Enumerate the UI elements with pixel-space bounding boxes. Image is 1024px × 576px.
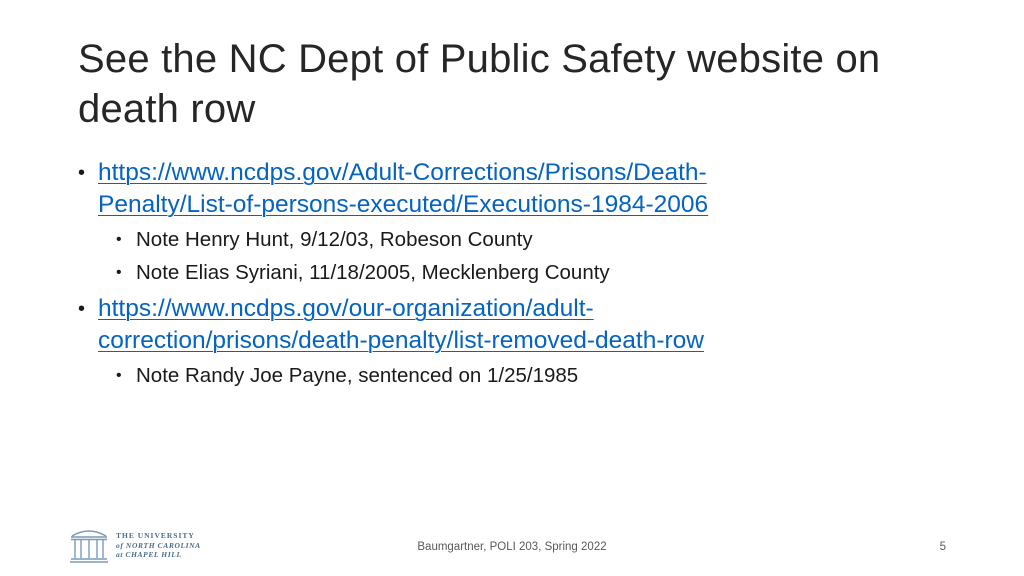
bullet-icon: •	[116, 264, 122, 281]
page-number: 5	[939, 541, 946, 553]
logo-line: THE UNIVERSITY	[116, 531, 195, 540]
executions-list-link[interactable]	[98, 159, 708, 218]
link-line: Penalty/List-of-persons-executed/Executions-1984-2006	[98, 191, 709, 218]
logo-line: of NORTH CAROLINA	[116, 540, 201, 550]
footer-text: Baumgartner, POLI 203, Spring 2022	[417, 541, 607, 553]
bullet-group-removed	[78, 293, 958, 392]
sub-bullet-text: Note Randy Joe Payne, sentenced on 1/25/1985	[136, 364, 579, 387]
slide-title: See the NC Dept of Public Safety website on death row	[78, 37, 881, 131]
sub-bullet-item	[116, 359, 958, 392]
sub-bullet-text: Note Henry Hunt, 9/12/03, Robeson County	[136, 228, 533, 251]
sub-bullet-item	[116, 256, 958, 289]
bullet-icon: •	[78, 162, 86, 184]
bullet-item-removed-link	[78, 293, 958, 357]
bullet-icon: •	[116, 231, 122, 248]
bullet-icon: •	[78, 298, 86, 320]
slide-content	[78, 157, 958, 396]
bullet-item-executions-link	[78, 157, 958, 221]
logo-line: at CHAPEL HILL	[116, 550, 182, 559]
bullet-icon: •	[116, 367, 122, 384]
bullet-group-executions	[78, 157, 958, 289]
link-line: https://www.ncdps.gov/our-organization/adult-	[98, 295, 594, 322]
link-line: correction/prisons/death-penalty/list-removed-death-row	[98, 327, 704, 354]
sub-bullet-item	[116, 223, 958, 256]
removed-list-link[interactable]	[98, 295, 704, 354]
sub-bullet-text: Note Elias Syriani, 11/18/2005, Mecklenberg County	[136, 261, 610, 284]
link-line: https://www.ncdps.gov/Adult-Corrections/Prisons/Death-	[98, 159, 707, 186]
